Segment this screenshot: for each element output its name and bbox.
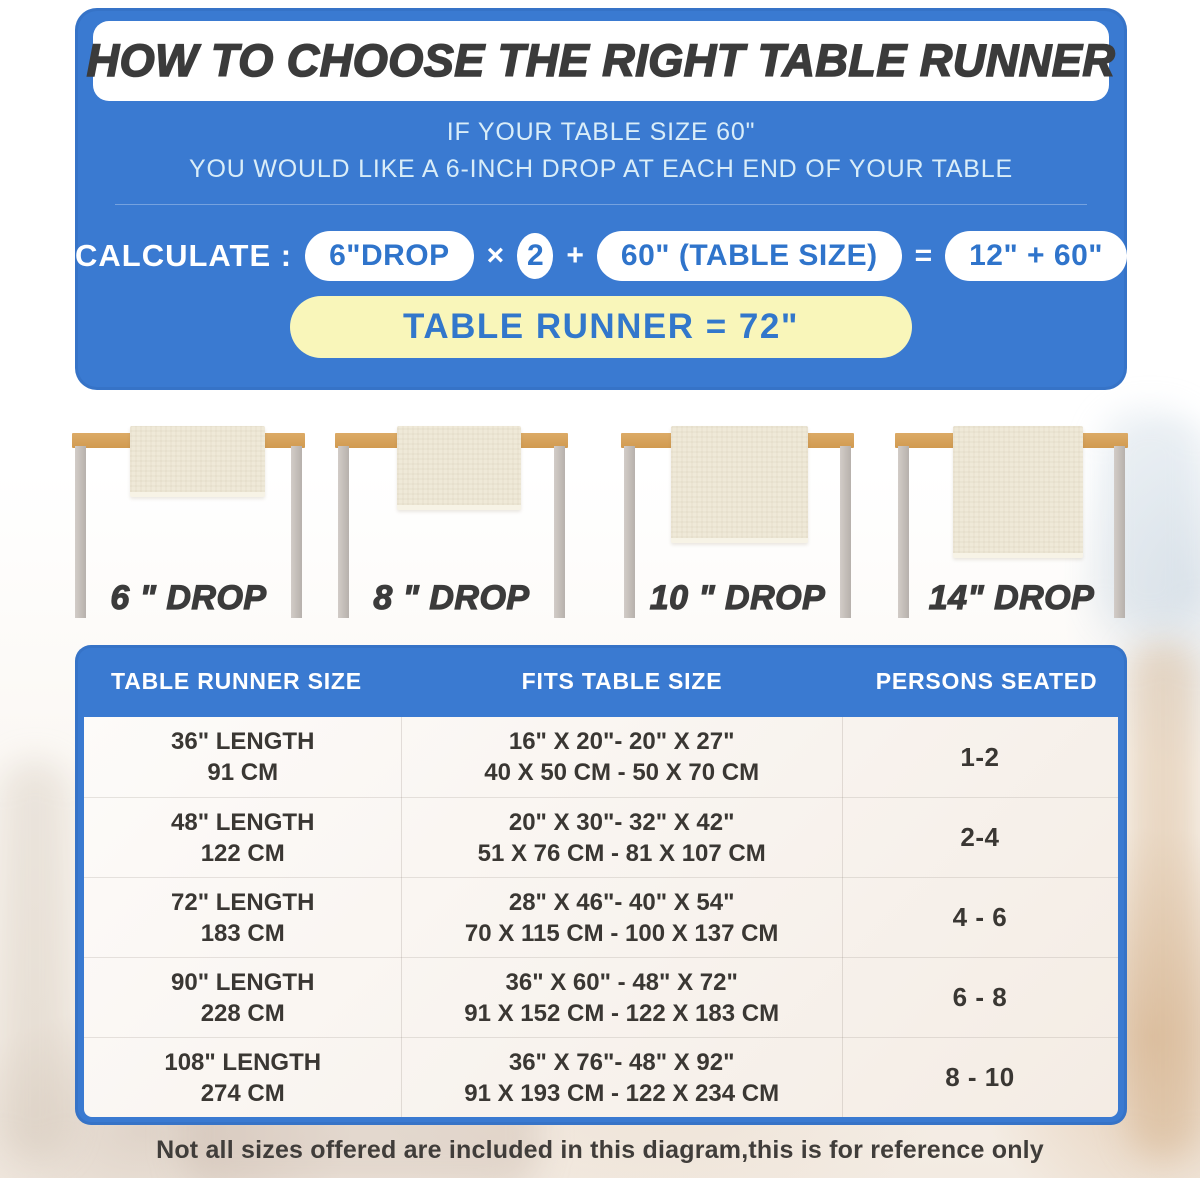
column-header-runner-size: TABLE RUNNER SIZE [111,667,362,694]
drop-label-10: 10 " DROP [649,579,826,617]
column-divider [401,717,402,1117]
runner-graphic [130,426,265,497]
background-chair-blur-right [1128,640,1198,1160]
multiply-operator: × [486,239,505,272]
table-illustration-10-drop [621,426,854,622]
runner-size-cm: 91 CM [207,759,279,786]
intro-text [75,114,1127,188]
runner-size-cm: 122 CM [200,839,285,867]
drop-pill: 6"DROP [305,231,474,281]
table-row [84,717,1118,797]
fits-size-cm: 70 X 115 CM - 100 X 137 CM [464,919,779,947]
drop-label-14: 14" DROP [928,579,1095,617]
calculate-label: CALCULATE : [75,238,293,273]
runner-graphic [671,426,808,543]
drop-label-6: 6 " DROP [110,579,267,617]
persons-seated: 1-2 [960,741,1000,772]
table-row [84,1037,1118,1117]
table-row [84,957,1118,1037]
fits-size-in: 36" X 60" - 48" X 72" [505,968,738,996]
size-chart-panel [75,645,1127,1125]
header-panel [75,8,1127,390]
table-illustration-8-drop [335,426,568,622]
size-chart-header [75,645,1127,717]
fits-size-cm: 91 X 152 CM - 122 X 183 CM [464,999,780,1027]
fits-size-cm: 91 X 193 CM - 122 X 234 CM [464,1079,780,1107]
fits-size-cm: 40 X 50 CM - 50 X 70 CM [484,759,760,786]
persons-seated: 4 - 6 [952,902,1008,932]
equals-operator: = [914,239,933,272]
table-illustration-14-drop [895,426,1128,622]
column-header-fits-table: FITS TABLE SIZE [521,667,723,694]
multiplier-circle: 2 [517,233,553,279]
drop-label-8: 8 " DROP [373,579,530,617]
runner-size-in: 108" LENGTH [164,1048,322,1076]
runner-size-cm: 228 CM [200,999,285,1027]
table-illustration-6-drop [72,426,305,622]
table-row [84,877,1118,957]
title-banner [86,21,1116,101]
runner-size-cm: 274 CM [200,1079,285,1107]
runner-size-in: 36" LENGTH [171,728,315,755]
persons-seated: 8 - 10 [945,1062,1015,1092]
footnote: Not all sizes offered are included in this diagram,this is for reference only [156,1136,1044,1164]
runner-size-in: 48" LENGTH [171,808,315,836]
runner-graphic [953,426,1083,558]
persons-seated: 2-4 [960,822,1000,852]
page-title: HOW TO CHOOSE THE RIGHT TABLE RUNNER [86,35,1116,86]
size-chart-body [84,717,1118,1117]
column-divider [842,717,843,1117]
table-row [84,797,1118,877]
fits-size-cm: 51 X 76 CM - 81 X 107 CM [477,839,766,867]
column-header-persons: PERSONS SEATED [875,667,1098,694]
fits-size-in: 28" X 46"- 40" X 54" [508,888,735,916]
plus-operator: + [566,239,584,272]
table-size-pill: 60" (TABLE SIZE) [597,231,902,281]
background-chair-blur-left [0,760,70,1160]
runner-size-cm: 183 CM [200,919,285,947]
divider-line [115,204,1087,205]
fits-size-in: 36" X 76"- 48" X 92" [508,1048,735,1076]
fits-size-in: 16" X 20"- 20" X 27" [508,728,735,755]
intro-line-1: IF YOUR TABLE SIZE 60" [446,118,756,146]
persons-seated: 6 - 8 [952,982,1008,1012]
runner-size-in: 90" LENGTH [171,968,315,996]
runner-graphic [397,426,521,510]
formula-row [75,229,1127,283]
runner-size-in: 72" LENGTH [171,888,315,916]
sum-pill: 12" + 60" [945,231,1127,281]
result-pill: TABLE RUNNER = 72" [290,296,912,358]
intro-line-2: YOU WOULD LIKE A 6-INCH DROP AT EACH END OF YOUR TABLE [189,155,1013,183]
fits-size-in: 20" X 30"- 32" X 42" [508,808,735,836]
